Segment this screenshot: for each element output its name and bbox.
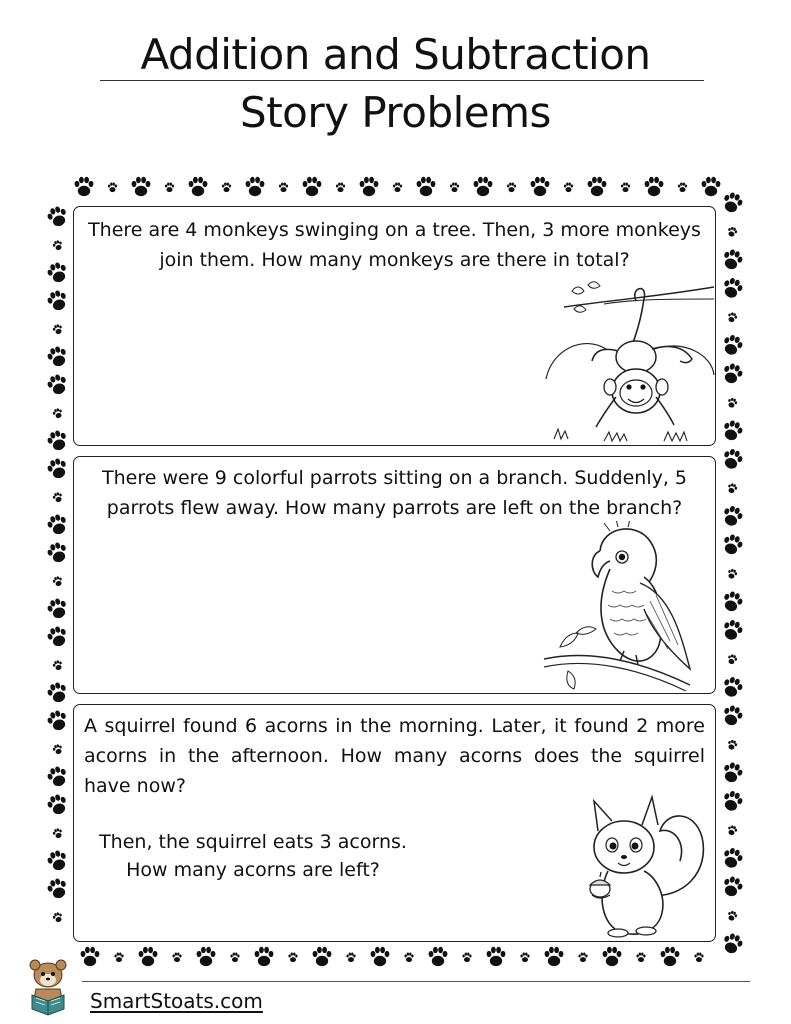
paw-print-icon [661, 947, 680, 966]
paw-print-icon [726, 910, 738, 922]
paw-print-icon [450, 183, 459, 193]
paw-print-icon [720, 276, 744, 301]
paw-print-icon [720, 190, 744, 215]
paw-print-icon [621, 183, 630, 193]
paw-print-icon [52, 743, 64, 755]
paw-print-icon [507, 183, 516, 193]
footer-divider [82, 981, 750, 982]
paw-print-icon [371, 947, 390, 966]
paw-print-icon [165, 183, 174, 193]
page-title-line-2: Story Problems [240, 88, 551, 137]
paw-print-icon [462, 953, 471, 963]
paw-print-icon [52, 659, 64, 671]
paw-print-icon [720, 931, 744, 956]
paw-print-icon [726, 482, 738, 494]
problem-3-follow-up-line-1: Then, the squirrel eats 3 acorns. [99, 831, 407, 853]
paw-print-icon [564, 183, 573, 193]
paw-print-icon [645, 177, 664, 196]
paw-print-icon [45, 596, 69, 621]
paw-print-icon [313, 947, 332, 966]
problem-1-text: There are 4 monkeys swinging on a tree. Then, 3 more monkeys join them. How many monkeys are there in total? [88, 219, 701, 271]
paw-print-icon [720, 247, 744, 272]
paw-print-icon [189, 177, 208, 196]
paw-print-icon [108, 183, 117, 193]
problem-3-text: A squirrel found 6 acorns in the morning. Later, it found 2 more acorns in the afternoon. How many acorns does the squirrel have now? [84, 715, 705, 797]
parrot-illustration [540, 521, 712, 691]
paw-print-icon [720, 504, 744, 529]
paw-print-icon [52, 491, 64, 503]
paw-print-icon [255, 947, 274, 966]
paw-print-icon [45, 372, 69, 397]
paw-print-icon [726, 311, 738, 323]
site-link[interactable]: SmartStoats.com [90, 989, 263, 1013]
paw-print-icon [52, 407, 64, 419]
paw-print-icon [230, 953, 239, 963]
problem-2-text: There were 9 colorful parrots sitting on a branch. Suddenly, 5 parrots flew away. How many parrots are left on the branch? [101, 467, 688, 519]
paw-print-icon [720, 789, 744, 814]
paw-print-icon [52, 827, 64, 839]
paw-print-icon [81, 947, 100, 966]
monkey-illustration [544, 279, 716, 445]
paw-print-icon [75, 177, 94, 196]
paw-print-icon [132, 177, 151, 196]
paw-print-icon [720, 447, 744, 472]
paw-print-icon [45, 428, 69, 453]
paw-print-icon [172, 953, 181, 963]
paw-print-icon [45, 848, 69, 873]
paw-print-icon [52, 239, 64, 251]
paw-print-icon [45, 344, 69, 369]
paw-print-icon [474, 177, 493, 196]
paw-print-icon [45, 512, 69, 537]
paw-print-icon [45, 792, 69, 817]
paw-print-icon [246, 177, 265, 196]
paw-print-icon [45, 288, 69, 313]
paw-print-icon [578, 953, 587, 963]
paw-print-icon [45, 764, 69, 789]
paw-print-icon [720, 846, 744, 871]
paw-print-icon [404, 953, 413, 963]
paw-print-icon [114, 953, 123, 963]
paw-print-icon [45, 680, 69, 705]
paw-print-icon [720, 418, 744, 443]
page-title-line-1: Addition and Subtraction [140, 30, 651, 79]
paw-print-icon [279, 183, 288, 193]
paw-print-icon [702, 177, 721, 196]
problem-card-1 [73, 206, 716, 446]
paw-print-icon [336, 183, 345, 193]
paw-print-icon [678, 183, 687, 193]
paw-print-icon [45, 204, 69, 229]
paw-print-icon [588, 177, 607, 196]
stoat-reading-book-icon [20, 955, 76, 1017]
paw-print-icon [720, 760, 744, 785]
paw-print-icon [417, 177, 436, 196]
paw-print-icon [429, 947, 448, 966]
paw-print-icon [694, 953, 703, 963]
paw-print-icon [603, 947, 622, 966]
paw-print-icon [393, 183, 402, 193]
paw-print-icon [52, 911, 64, 923]
paw-print-icon [726, 824, 738, 836]
paw-print-icon [52, 575, 64, 587]
paw-print-icon [487, 947, 506, 966]
paw-print-icon [45, 876, 69, 901]
paw-print-icon [726, 397, 738, 409]
problem-3-follow-up-line-2: How many acorns are left? [126, 859, 380, 881]
paw-print-icon [720, 333, 744, 358]
paw-print-icon [520, 953, 529, 963]
problem-card-2 [73, 456, 716, 694]
paw-print-icon [45, 456, 69, 481]
paw-print-icon [222, 183, 231, 193]
paw-print-icon [45, 624, 69, 649]
paw-print-icon [636, 953, 645, 963]
paw-print-icon [720, 703, 744, 728]
paw-print-icon [288, 953, 297, 963]
paw-print-icon [52, 323, 64, 335]
paw-print-icon [303, 177, 322, 196]
paw-print-icon [720, 589, 744, 614]
paw-print-icon [45, 260, 69, 285]
paw-print-icon [360, 177, 379, 196]
paw-print-icon [531, 177, 550, 196]
problem-card-3 [73, 704, 716, 942]
paw-print-icon [726, 653, 738, 665]
paw-print-icon [545, 947, 564, 966]
paw-print-icon [346, 953, 355, 963]
paw-print-icon [45, 540, 69, 565]
paw-print-icon [720, 675, 744, 700]
paw-print-icon [139, 947, 158, 966]
paw-print-icon [720, 361, 744, 386]
paw-print-icon [197, 947, 216, 966]
paw-print-icon [720, 532, 744, 557]
paw-print-icon [726, 226, 738, 238]
paw-print-icon [726, 568, 738, 580]
paw-print-icon [45, 708, 69, 733]
paw-print-icon [720, 618, 744, 643]
squirrel-illustration [574, 791, 714, 939]
paw-print-icon [720, 874, 744, 899]
paw-print-icon [726, 739, 738, 751]
